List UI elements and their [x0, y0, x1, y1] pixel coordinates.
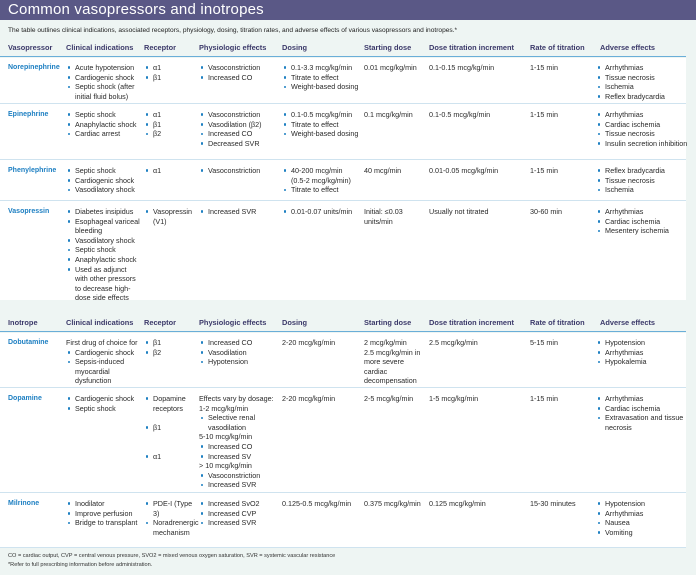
header-rule: [0, 56, 686, 58]
dosing-list: [282, 207, 362, 217]
dosing-list: [282, 63, 362, 92]
vasopressor-table-header: [0, 39, 696, 57]
list-item: Used as adjunct with other pressors to decrease high-dose side effects: [66, 265, 140, 303]
list-item: Weight-based dosing: [282, 129, 362, 139]
col-header: Clinical indications: [66, 318, 134, 327]
drug-name: Phenylephrine: [8, 167, 57, 174]
receptor-list: [144, 63, 196, 82]
col-header: Dosing: [282, 318, 308, 327]
titration-increment: 0.125 mcg/kg/min: [429, 499, 486, 508]
list-item: Hypotension: [199, 357, 279, 367]
list-item: Hypokalemia: [596, 357, 686, 367]
titration-increment: Usually not titrated: [429, 207, 489, 216]
list-item: Mesentery ischemia: [596, 226, 686, 236]
starting-dose: [364, 338, 426, 386]
dosing: 0.125-0.5 mcg/kg/min: [282, 499, 352, 508]
list-item: Ischemia: [596, 82, 686, 92]
drug-name: Dobutamine: [8, 339, 49, 346]
list-item: β1: [144, 120, 196, 130]
list-item: Ischemia: [596, 185, 686, 195]
indications-list: [66, 338, 142, 386]
starting-dose: 0.01 mcg/kg/min: [364, 63, 417, 72]
list-item: β2: [144, 348, 196, 358]
list-item: β1: [144, 423, 196, 433]
list-item: Hypotension: [596, 338, 686, 348]
list-item: Cardiogenic shock: [66, 176, 144, 186]
col-header: Dose titration increment: [429, 43, 515, 52]
list-item: Vasodilation (β2): [199, 120, 279, 130]
list-item: Cardiac ischemia: [596, 120, 688, 130]
list-item: Noradrenergic mechanism: [144, 518, 200, 537]
titration-rate: 1-15 min: [530, 166, 558, 175]
drug-name: Norepinephrine: [8, 64, 60, 71]
col-header: Dosing: [282, 43, 308, 52]
list-item: 0.01-0.07 units/min: [282, 207, 362, 217]
drug-name: Epinephrine: [8, 111, 49, 118]
titration-increment: 0.1-0.15 mcg/kg/min: [429, 63, 495, 72]
titration-rate: 1-15 min: [530, 394, 558, 403]
titration-rate: 5-15 min: [530, 338, 558, 347]
dose-range: > 10 mcg/kg/min: [199, 461, 252, 471]
list-item: Arrhythmias: [596, 63, 686, 73]
dosing: 2-20 mcg/kg/min: [282, 338, 336, 347]
col-header: Vasopressor: [8, 43, 53, 52]
list-item: Vasodilation: [199, 348, 279, 358]
indications-list: [66, 166, 144, 195]
list-item: Titrate to effect: [282, 185, 358, 195]
col-header: Dose titration increment: [429, 318, 515, 327]
col-header: Inotrope: [8, 318, 38, 327]
starting-dose: 40 mcg/min: [364, 166, 402, 175]
list-lead: Effects vary by dosage:: [199, 394, 274, 403]
effects-list: [199, 63, 279, 82]
list-item: Acute hypotension: [66, 63, 144, 73]
list-item: Tissue necrosis: [596, 129, 688, 139]
list-item: 40-200 mcg/min (0.5-2 mcg/kg/min): [282, 166, 358, 185]
col-header: Adverse effects: [600, 318, 656, 327]
list-item: Extravasation and tissue necrosis: [596, 413, 686, 432]
col-header: Adverse effects: [600, 43, 656, 52]
list-item: Improve perfusion: [66, 509, 144, 519]
effects-list: [199, 207, 279, 217]
abbreviations-footnote: CO = cardiac output, CVP = central venous pressure, SVO2 = mixed venous oxygen saturation, SVR = systemic vascular resistance: [8, 553, 336, 559]
list-item: Nausea: [596, 518, 686, 528]
list-item: Increased SvO2: [199, 499, 279, 509]
list-item: Vasopressin (V1): [144, 207, 196, 226]
adverse-list: [596, 110, 688, 148]
starting-dose: Initial: ≤0.03 units/min: [364, 207, 403, 226]
list-item: Decreased SVR: [199, 139, 279, 149]
list-item: Arrhythmias: [596, 110, 688, 120]
list-item: Vasoconstriction: [199, 110, 279, 120]
col-header: Rate of titration: [530, 43, 585, 52]
list-item: Increased CO: [199, 338, 279, 348]
effects-list: [199, 110, 279, 148]
list-item: α1: [144, 452, 196, 462]
list-item: Diabetes insipidus: [66, 207, 140, 217]
col-header: Receptor: [144, 318, 177, 327]
list-item: Weight-based dosing: [282, 82, 362, 92]
col-header: Receptor: [144, 43, 177, 52]
receptor-list: [144, 499, 200, 537]
col-header: Physiologic effects: [199, 43, 267, 52]
list-item: Sepsis-induced myocardial dysfunction: [66, 357, 142, 386]
list-item: Vasodilatory shock: [66, 236, 140, 246]
titration-rate: 1-15 min: [530, 110, 558, 119]
titration-increment: 0.01-0.05 mcg/kg/min: [429, 166, 499, 175]
titration-increment: 1-5 mcg/kg/min: [429, 394, 479, 403]
list-item: Septic shock: [66, 110, 144, 120]
list-item: Increased SVR: [199, 480, 294, 490]
indications-list: [66, 110, 144, 139]
list-item: Cardiogenic shock: [66, 348, 142, 358]
adverse-list: [596, 207, 686, 236]
list-item: Increased SV: [199, 452, 294, 462]
col-header: Rate of titration: [530, 318, 585, 327]
intro-text: The table outlines clinical indications, associated receptors, physiology, dosing, titration rates, and adverse effects of various vasopressors and inotropes.*: [8, 27, 458, 34]
effects-list: [199, 166, 279, 176]
list-item: Vasoconstriction: [199, 166, 279, 176]
adverse-list: [596, 166, 686, 195]
col-header: Starting dose: [364, 318, 412, 327]
dosing-list: [282, 166, 358, 195]
list-item: Septic shock (after initial fluid bolus): [66, 82, 144, 101]
list-item: 0.1-3.3 mcg/kg/min: [282, 63, 362, 73]
col-header: Physiologic effects: [199, 318, 267, 327]
starting-dose: 0.375 mcg/kg/min: [364, 499, 421, 508]
list-item: β1: [144, 338, 196, 348]
list-item: Cardiac arrest: [66, 129, 144, 139]
titration-rate: 30-60 min: [530, 207, 562, 216]
list-item: Septic shock: [66, 245, 140, 255]
starting-dose-line: 2.5 mcg/kg/min in more severe cardiac decompensation: [364, 347, 421, 386]
list-item: α1: [144, 63, 196, 73]
drug-name: Vasopressin: [8, 208, 50, 215]
list-item: Insulin secretion inhibition: [596, 139, 688, 149]
col-header: Starting dose: [364, 43, 412, 52]
adverse-list: [596, 499, 686, 537]
list-item: Anaphylactic shock: [66, 120, 144, 130]
list-item: Dopamine receptors: [144, 394, 196, 413]
list-item: PDE-I (Type 3): [144, 499, 200, 518]
list-item: Arrhythmias: [596, 509, 686, 519]
table-row: [0, 494, 686, 548]
drug-name: Milrinone: [8, 500, 40, 507]
dose-range: 5-10 mcg/kg/min: [199, 432, 253, 442]
list-item: Hypotension: [596, 499, 686, 509]
receptor-list: [144, 110, 196, 139]
receptor-list: [144, 166, 196, 176]
effects-list: [199, 499, 279, 528]
list-item: Arrhythmias: [596, 207, 686, 217]
list-item: Increased CO: [199, 442, 294, 452]
table-row: [0, 161, 686, 201]
indications-list: [66, 394, 142, 413]
page-title: Common vasopressors and inotropes: [0, 0, 696, 20]
list-item: Tissue necrosis: [596, 73, 686, 83]
list-item: Arrhythmias: [596, 394, 686, 404]
starting-dose: 2-5 mcg/kg/min: [364, 394, 414, 403]
receptor-list: [144, 207, 196, 226]
list-item: Bridge to transplant: [66, 518, 144, 528]
list-item: Vomiting: [596, 528, 686, 538]
list-item: Cardiac ischemia: [596, 404, 686, 414]
effects-list: [199, 394, 294, 490]
header-rule: [0, 331, 686, 333]
titration-rate: 1-15 min: [530, 63, 558, 72]
effects-list: [199, 338, 279, 367]
list-item: Cardiogenic shock: [66, 73, 144, 83]
list-item: Titrate to effect: [282, 120, 362, 130]
receptor-list: [144, 338, 196, 357]
list-item: 0.1-0.5 mcg/kg/min: [282, 110, 362, 120]
table-row: [0, 58, 686, 104]
list-item: Septic shock: [66, 404, 142, 414]
titration-rate: 15-30 minutes: [530, 499, 576, 508]
dose-range: 1-2 mcg/kg/min: [199, 403, 249, 413]
reference-footnote: *Refer to full prescribing information before administration.: [8, 562, 153, 568]
list-item: Reflex bradycardia: [596, 92, 686, 102]
adverse-list: [596, 394, 686, 432]
list-item: Reflex bradycardia: [596, 166, 686, 176]
list-item: Increased SVR: [199, 207, 279, 217]
spacer: [144, 413, 196, 423]
list-item: Selective renal vasodilation: [199, 413, 294, 432]
adverse-list: [596, 63, 686, 101]
list-item: Increased SVR: [199, 518, 279, 528]
list-item: Increased CVP: [199, 509, 279, 519]
table-row: [0, 333, 686, 388]
list-item: Inodilator: [66, 499, 144, 509]
dosing: 2-20 mcg/kg/min: [282, 394, 336, 403]
indications-list: [66, 499, 144, 528]
list-item: Titrate to effect: [282, 73, 362, 83]
list-lead: First drug of choice for: [66, 338, 138, 347]
list-item: α1: [144, 110, 196, 120]
titration-increment: 0.1-0.5 mcg/kg/min: [429, 110, 491, 119]
indications-list: [66, 207, 140, 303]
list-item: Vasodilatory shock: [66, 185, 144, 195]
list-item: Septic shock: [66, 166, 144, 176]
inotrope-table-header: [0, 314, 696, 332]
table-row: [0, 105, 686, 160]
list-item: β1: [144, 73, 196, 83]
list-item: Tissue necrosis: [596, 176, 686, 186]
list-item: Increased CO: [199, 73, 279, 83]
list-item: β2: [144, 129, 196, 139]
table-row: [0, 389, 686, 493]
list-item: Arrhythmias: [596, 348, 686, 358]
col-header: Clinical indications: [66, 43, 134, 52]
drug-name: Dopamine: [8, 395, 42, 402]
adverse-list: [596, 338, 686, 367]
starting-dose-line: 2 mcg/kg/min: [364, 338, 407, 347]
table-row: [0, 202, 686, 303]
list-item: Vasoconstriction: [199, 63, 279, 73]
list-item: Vasoconstriction: [199, 471, 294, 481]
indications-list: [66, 63, 144, 101]
receptor-list: [144, 394, 196, 461]
starting-dose: 0.1 mcg/kg/min: [364, 110, 413, 119]
list-item: α1: [144, 166, 196, 176]
list-item: Cardiogenic shock: [66, 394, 142, 404]
spacer: [144, 442, 196, 452]
list-item: Anaphylactic shock: [66, 255, 140, 265]
spacer: [144, 432, 196, 442]
titration-increment: 2.5 mcg/kg/min: [429, 338, 478, 347]
list-item: Cardiac ischemia: [596, 217, 686, 227]
list-item: Increased CO: [199, 129, 279, 139]
dosing-list: [282, 110, 362, 139]
list-item: Esophageal variceal bleeding: [66, 217, 140, 236]
